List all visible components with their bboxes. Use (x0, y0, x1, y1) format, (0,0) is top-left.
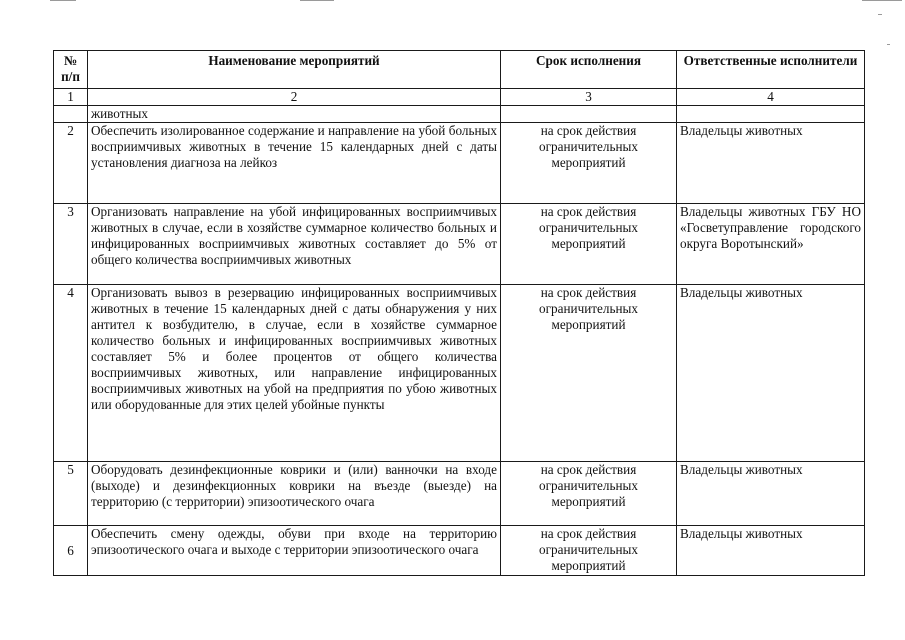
cell-num: 2 (54, 123, 88, 204)
table-row (54, 526, 865, 576)
column-index: 3 (501, 89, 677, 106)
header-name: Наименование мероприятий (88, 51, 501, 89)
cell-measure: животных (88, 106, 501, 123)
table-row (54, 462, 865, 526)
table-row (54, 123, 865, 204)
cell-responsible: Владельцы животных (677, 526, 865, 576)
cell-responsible: Владельцы животных (677, 285, 865, 462)
cell-responsible: Владельцы животных (677, 462, 865, 526)
cell-measure: Обеспечить изолированное содержание и направление на убой больных восприимчивых животных в течение 15 календарных дней с даты установления диагноза на лейкоз (88, 123, 501, 204)
cell-num: 3 (54, 204, 88, 285)
cell-responsible (677, 106, 865, 123)
cell-num: 4 (54, 285, 88, 462)
measures-table (53, 50, 865, 576)
column-index: 1 (54, 89, 88, 106)
scan-artifact (50, 0, 76, 1)
cell-term: на срок действия ограничительных мероприятий (501, 123, 677, 204)
cell-term: на срок действия ограничительных мероприятий (501, 204, 677, 285)
cell-term: на срок действия ограничительных мероприятий (501, 526, 677, 576)
header-responsible: Ответственные исполнители (677, 51, 865, 89)
cell-responsible: Владельцы животных ГБУ НО «Госветуправление городского округа Воротынский» (677, 204, 865, 285)
column-index: 2 (88, 89, 501, 106)
header-num: № п/п (54, 51, 88, 89)
cell-measure: Организовать направление на убой инфицированных восприимчивых животных в случае, если в хозяйстве суммарное количество больных и инфицированных восприимчивых животных составляет до 5% от общего количества восприимчивых животных (88, 204, 501, 285)
column-index-row (54, 89, 865, 106)
cell-num: 5 (54, 462, 88, 526)
column-index: 4 (677, 89, 865, 106)
cell-measure: Организовать вывоз в резервацию инфицированных восприимчивых животных в течение 15 календарных дней с даты обнаружения у них антител к возбудителю, в случае, если в хозяйстве суммарное количество больных и инфицированных восприимчивых животных составляет 5% и более процентов от общего количества восприимчивых животных, или направление инфицированных восприимчивых животных на убой на предприятия по убою животных или оборудованные для этих целей убойные пункты (88, 285, 501, 462)
header-term: Срок исполнения (501, 51, 677, 89)
cell-num: 6 (54, 526, 88, 576)
cell-term: на срок действия ограничительных мероприятий (501, 462, 677, 526)
scan-artifact (862, 0, 902, 1)
cell-responsible: Владельцы животных (677, 123, 865, 204)
scan-artifact (878, 14, 882, 15)
table-row (54, 285, 865, 462)
table-row-continuation (54, 106, 865, 123)
cell-measure: Обеспечить смену одежды, обуви при входе на территорию эпизоотического очага и выходе с территории эпизоотического очага (88, 526, 501, 576)
header-row (54, 51, 865, 89)
table-row (54, 204, 865, 285)
cell-measure: Оборудовать дезинфекционные коврики и (или) ванночки на входе (выходе) и дезинфекционных коврики на въезде (выезде) на территорию (с территории) эпизоотического очага (88, 462, 501, 526)
cell-num (54, 106, 88, 123)
cell-term (501, 106, 677, 123)
cell-term: на срок действия ограничительных мероприятий (501, 285, 677, 462)
scan-artifact (300, 0, 334, 1)
scan-artifact (887, 44, 890, 45)
